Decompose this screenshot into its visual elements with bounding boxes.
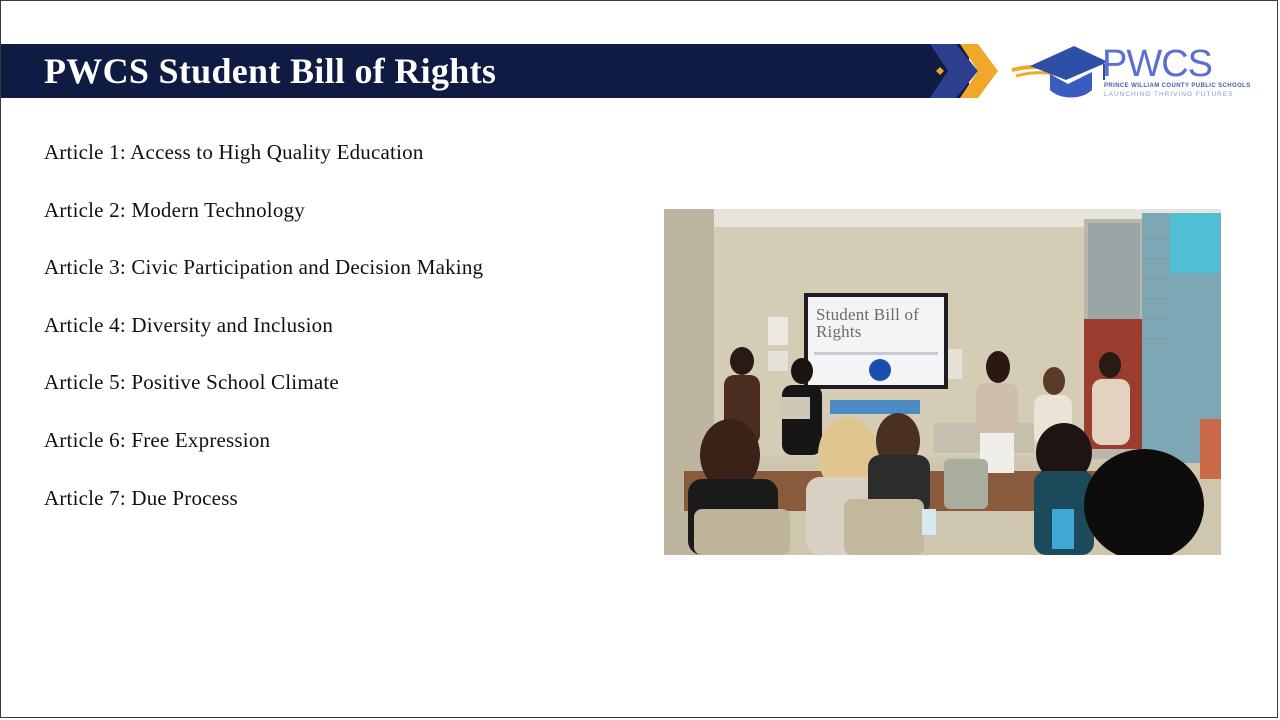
presentation-photo <box>664 209 1221 555</box>
article-item: Article 7: Due Process <box>44 485 238 510</box>
screen-title: Student Bill of Rights <box>816 305 920 341</box>
slide-title: PWCS Student Bill of Rights <box>44 51 497 91</box>
article-item: Article 5: Positive School Climate <box>44 370 339 395</box>
logo-wordmark: PWCS <box>1102 43 1212 85</box>
article-item: Article 2: Modern Technology <box>44 197 305 222</box>
article-item: Article 3: Civic Participation and Decision Making <box>44 255 484 280</box>
logo-subtitle: PRINCE WILLIAM COUNTY PUBLIC SCHOOLS <box>1104 83 1251 89</box>
article-list <box>44 138 483 541</box>
chevron-decoration-icon <box>930 44 1002 98</box>
article-item: Article 6: Free Expression <box>44 427 271 452</box>
article-item: Article 1: Access to High Quality Education <box>44 140 424 164</box>
article-item: Article 4: Diversity and Inclusion <box>44 312 334 337</box>
logo-tagline: LAUNCHING THRIVING FUTURES <box>1104 91 1234 98</box>
